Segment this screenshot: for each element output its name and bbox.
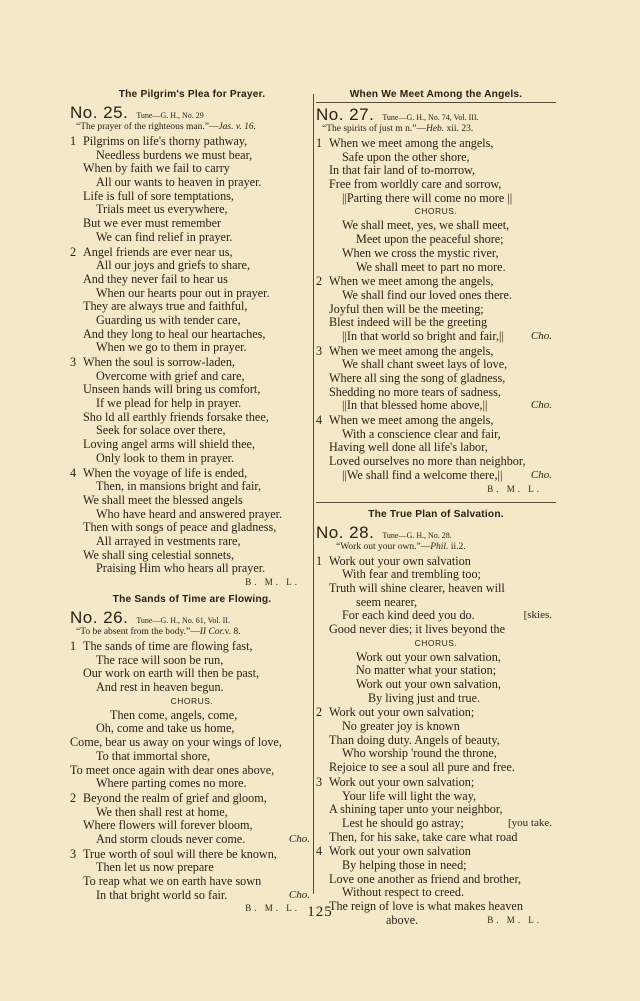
hymn-26 — [70, 593, 314, 914]
author-initials: B. M. L. — [245, 577, 300, 587]
section-rule — [316, 502, 556, 503]
chorus-marker: Cho. — [530, 329, 552, 342]
hymn-number: No. 27. — [316, 105, 375, 124]
right-column — [316, 88, 556, 927]
hymn-title: The True Plan of Salvation. — [368, 508, 504, 520]
author-initials: B. M. L. — [487, 914, 542, 925]
chorus: Work out your own salvation, No matter what your station; Work out your own salvation, By living just and true. — [356, 649, 501, 705]
epigraph: “The spirits of just m n.”—Heb. xii. 23. — [322, 124, 474, 134]
verse: 4 Work out your own salvation By helping those in need; Love one another as friend and brother, Without respect to creed. The reign of love is what makes heaven above. B. M. L. — [316, 844, 542, 927]
chorus: We shall meet, yes, we shall meet, Meet upon the peaceful shore; When we cross the mystic river, We shall meet to part no more. — [342, 218, 510, 274]
hymn-title: The Sands of Time are Flowing. — [112, 594, 272, 605]
chorus-heading: CHORUS. — [414, 637, 458, 648]
epigraph: “The prayer of the righteous man.”—Jas. v. 16. — [76, 122, 257, 132]
epigraph: “Work out your own.”—Phil. ii.2. — [336, 541, 466, 552]
hymn-number: No. 26. — [70, 608, 129, 627]
hymn-title: When We Meet Among the Angels. — [316, 88, 556, 103]
tune-reference: Tune—G. H., No. 74, Vol. III. — [382, 113, 479, 122]
verse: 4 When we meet among the angels, With a conscience clear and fair, Having well done all life's labor, Loved ourselves no more than neighbor, ||We shall find a welcome there,|| Cho. — [316, 413, 552, 482]
hymn-number: No. 28. — [316, 522, 375, 542]
verse: 3 When we meet among the angels, We shall chant sweet lays of love, Where all sing the song of gladness, Shedding no more tears of sadness, ||In that blessed home above,|| Cho. — [316, 343, 552, 413]
verse: 2 Work out your own salvation; No greater joy is known Than doing duty. Angels of beauty, Who worship 'round the throne, Rejoice to see a soul all pure and free. — [316, 705, 515, 775]
chorus-marker: Cho. — [288, 888, 310, 901]
chorus-marker: Cho. — [288, 832, 310, 845]
verse: 2 Angel friends are ever near us, All our joys and griefs to share, And they never fail to hear us When our hearts pour out in prayer. They are always true and faithful, Guarding us with tender care, And they long to heal our heartaches, When we go to them in prayer. — [70, 244, 270, 355]
chorus-marker: Cho. — [530, 468, 552, 481]
hymn-number: No. 25. — [70, 103, 129, 122]
chorus-marker: Cho. — [530, 399, 552, 412]
epigraph: “To be absent from the body.”—II Cor.v. 8. — [76, 627, 241, 637]
verse: 1 The sands of time are flowing fast, The race will soon be run, Our work on earth will then be past, And rest in heaven begun. — [70, 639, 259, 695]
verse: 1 Work out your own salvation With fear and trembling too; Truth will shine clearer, heaven will seem nearer, For each kind deed you do. [skies. Good never dies; it lives beyond the — [316, 553, 552, 636]
verse: 2 When we meet among the angels, We shall find our loved ones there. Joyful then will be the meeting; Blest indeed will be the greeting ||In that world so bright and fair,|| Cho. — [316, 274, 552, 343]
verse: 1 Pilgrims on life's thorny pathway, Needless burdens we must bear, When by faith we fail to carry All our wants to heaven in prayer. Life is full of sore temptations, Trials meet us everywhere, But we ever must remember We can find relief in prayer. — [70, 134, 262, 244]
page-number: 125 — [307, 904, 333, 920]
verse: 4 When the voyage of life is ended, Then, in mansions bright and fair, We shall meet the blessed angels Who have heard and answered prayer. Then with songs of peace and gladness, All arrayed in vestments rare, We shall sing celestial sonnets, Praising Him who hears all prayer. — [70, 465, 283, 576]
verse: 1 When we meet among the angels, Safe upon the other shore, In that fair land of to-morrow, Free from worldly care and sorrow, ||Parting there will come no more || — [316, 136, 513, 205]
tune-reference: Tune—G. H., No. 61, Vol. II. — [136, 616, 230, 625]
left-column — [70, 88, 314, 914]
chorus-heading: CHORUS. — [170, 695, 214, 706]
hymn-27 — [316, 88, 556, 495]
chorus-heading: CHORUS. — [414, 206, 458, 217]
hymn-28 — [316, 508, 556, 928]
tune-reference: Tune—G. H., No. 28. — [382, 530, 452, 540]
chorus: Then come, angels, come, Oh, come and take us home, Come, bear us away on your wings of love, To that immortal shore, To meet once again with dear ones above, Where parting comes no more. — [70, 707, 282, 791]
verse: 3 Work out your own salvation; Your life will light the way, A shining taper unto your neighbor, Lest he should go astray; [you take. Then, for his sake, take care what road — [316, 774, 552, 844]
hymn-title: The Pilgrim's Plea for Prayer. — [118, 89, 266, 100]
hymn-25 — [70, 88, 314, 588]
verse: 3 When the soul is sorrow-laden, Overcome with grief and care, Unseen hands will bring us comfort, If we plead for help in prayer. Sho ld all earthly friends forsake thee, Seek for solace over there, Loving angel arms will shield thee, Only look to them in prayer. — [70, 355, 269, 465]
verse: 2 Beyond the realm of grief and gloom, We then shall rest at home, Where flowers will forever bloom, And storm clouds never come. Cho. — [70, 790, 310, 846]
author-initials: B. M. L. — [245, 903, 300, 914]
author-initials: B. M. L. — [487, 483, 542, 494]
verse: 3 True worth of soul will there be known, Then let us now prepare To reap what we on earth have sown In that bright world so fair. Cho. — [70, 846, 310, 902]
tune-reference: Tune—G. H., No. 29 — [136, 111, 204, 120]
